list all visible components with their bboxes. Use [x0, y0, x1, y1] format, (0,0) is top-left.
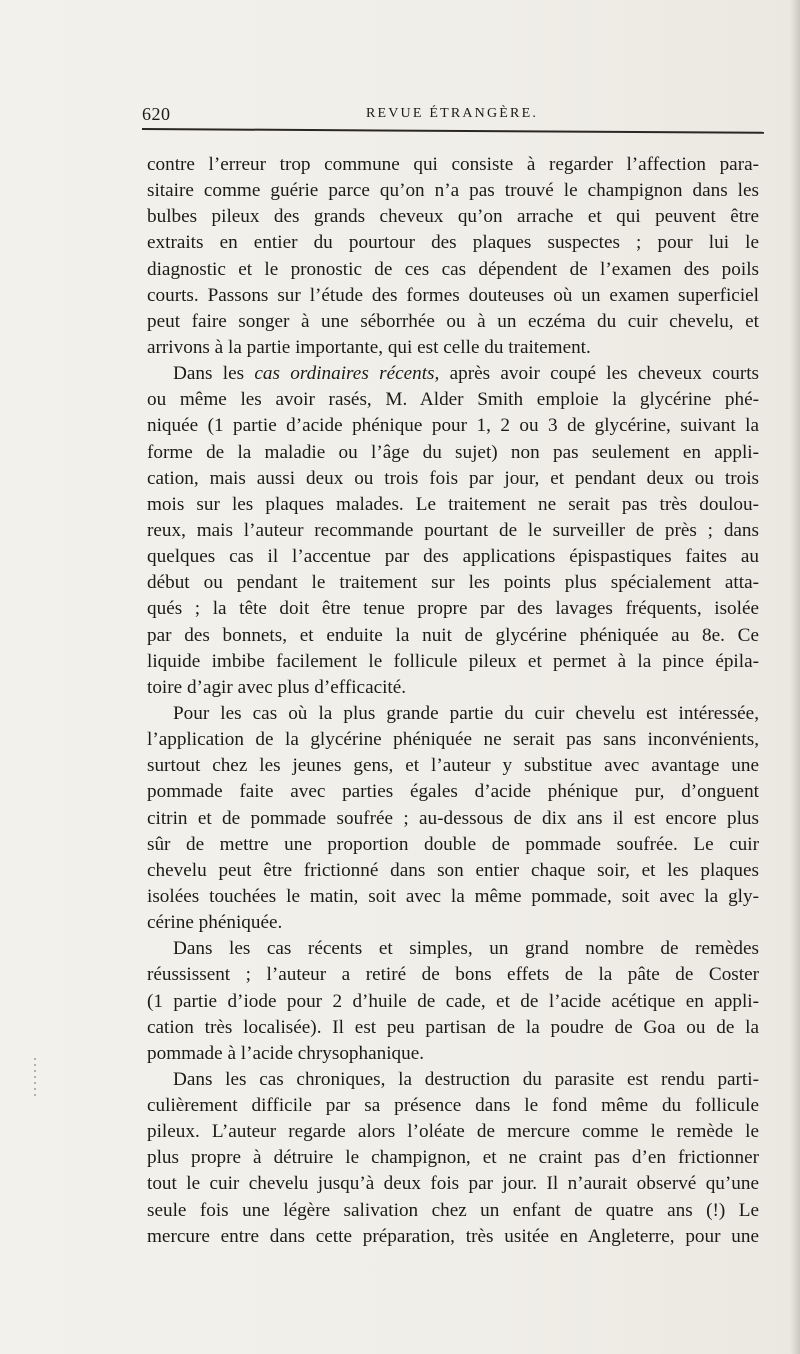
text-line: reux, mais l’auteur recommande pourtant de le surveiller de près ; dans: [147, 519, 759, 541]
text-line: tout le cuir chevelu jusqu’à deux fois par jour. Il n’aurait observé qu’une: [147, 1173, 759, 1195]
text-line: par des bonnets, et enduite la nuit de glycérine phéniquée au 8e. Ce: [147, 624, 759, 646]
text-line: forme de la maladie ou l’âge du sujet) non pas seulement en appli-: [147, 441, 759, 463]
text-line: chevelu peut être frictionné dans son entier chaque soir, et les plaques: [147, 859, 759, 881]
text-line: mois sur les plaques malades. Le traitement ne serait pas très doulou-: [147, 493, 759, 515]
page-number: 620: [142, 104, 171, 124]
text-line: sûr de mettre une proportion double de pommade soufrée. Le cuir: [147, 833, 759, 855]
text-segment: après avoir coupé les cheveux courts: [439, 363, 759, 385]
text-line: courts. Passons sur l’étude des formes douteuses où un examen superficiel: [147, 284, 759, 306]
text-line: arrivons à la partie importante, qui est celle du traitement.: [147, 336, 591, 358]
text-line: cation, mais aussi deux ou trois fois par jour, et pendant deux ou trois: [147, 467, 759, 489]
text-line: mercure entre dans cette préparation, très usitée en Angleterre, pour une: [147, 1225, 759, 1247]
text-line: seule fois une légère salivation chez un enfant de quatre ans (!) Le: [147, 1199, 759, 1221]
text-segment: Dans les: [173, 363, 255, 385]
text-line: diagnostic et le pronostic de ces cas dépendent de l’examen des poils: [147, 258, 759, 280]
text-line: sitaire comme guérie parce qu’on n’a pas trouvé le champignon dans les: [147, 180, 759, 202]
text-line: ou même les avoir rasés, M. Alder Smith emploie la glycérine phé-: [147, 389, 759, 411]
text-line: (1 partie d’iode pour 2 d’huile de cade, et de l’acide acétique en appli-: [147, 990, 759, 1012]
text-line: culièrement difficile par sa présence dans le fond même du follicule: [147, 1095, 759, 1117]
text-line: liquide imbibe facilement le follicule pileux et permet à la pince épila-: [147, 650, 759, 672]
text-line: cérine phéniquée.: [147, 912, 283, 934]
text-line: toire d’agir avec plus d’efficacité.: [147, 676, 407, 698]
italic-phrase: cas ordinaires récents,: [254, 363, 440, 385]
text-line: Dans les cas chroniques, la destruction du parasite est rendu parti-: [173, 1068, 759, 1090]
text-line: extraits en entier du pourtour des plaques suspectes ; pour lui le: [147, 232, 759, 254]
text-line: contre l’erreur trop commune qui consiste à regarder l’affection para-: [147, 154, 759, 175]
text-line: cation très localisée). Il est peu partisan de la poudre de Goa ou de la: [147, 1016, 759, 1038]
page-edge-shadow: [790, 0, 800, 1354]
text-line: quelques cas il l’accentue par des applications épispastiques faites au: [147, 546, 759, 568]
text-line: peut faire songer à une séborrhée ou à un eczéma du cuir chevelu, et: [147, 310, 759, 332]
running-title: REVUE ÉTRANGÈRE.: [365, 106, 539, 121]
text-line: réussissent ; l’auteur a retiré de bons effets de la pâte de Coster: [147, 964, 759, 986]
text-line: niquée (1 partie d’acide phénique pour 1, 2 ou 3 de glycérine, suivant la: [147, 415, 759, 437]
text-line: pileux. L’auteur regarde alors l’oléate de mercure comme le remède le: [147, 1121, 759, 1143]
text-line: Pour les cas où la plus grande partie du cuir chevelu est intéressée,: [173, 702, 759, 724]
text-line: pommade à l’acide chrysophanique.: [147, 1042, 425, 1064]
text-line: plus propre à détruire le champignon, et ne craint pas d’en frictionner: [147, 1147, 759, 1169]
body-text: [147, 152, 759, 1250]
running-head: [142, 104, 762, 126]
text-line: [147, 361, 759, 387]
text-line: citrin et de pommade soufrée ; au-dessous de dix ans il est encore plus: [147, 807, 759, 829]
text-line: pommade faite avec parties égales d’acide phénique pur, d’onguent: [147, 781, 759, 803]
text-line: surtout chez les jeunes gens, et l’auteur y substitue avec avantage une: [147, 755, 759, 777]
text-line: début ou pendant le traitement sur les points plus spécialement atta-: [147, 572, 759, 594]
margin-mark: [34, 1058, 36, 1098]
text-line: isolées touchées le matin, soit avec la même pommade, soit avec la gly-: [147, 885, 759, 907]
header-rule: [142, 128, 764, 134]
text-line: bulbes pileux des grands cheveux qu’on arrache et qui peuvent être: [147, 206, 759, 228]
text-line: Dans les cas récents et simples, un grand nombre de remèdes: [173, 938, 759, 960]
text-line: qués ; la tête doit être tenue propre par des lavages fréquents, isolée: [147, 598, 759, 620]
text-line: l’application de la glycérine phéniquée ne serait pas sans inconvénients,: [147, 729, 759, 751]
